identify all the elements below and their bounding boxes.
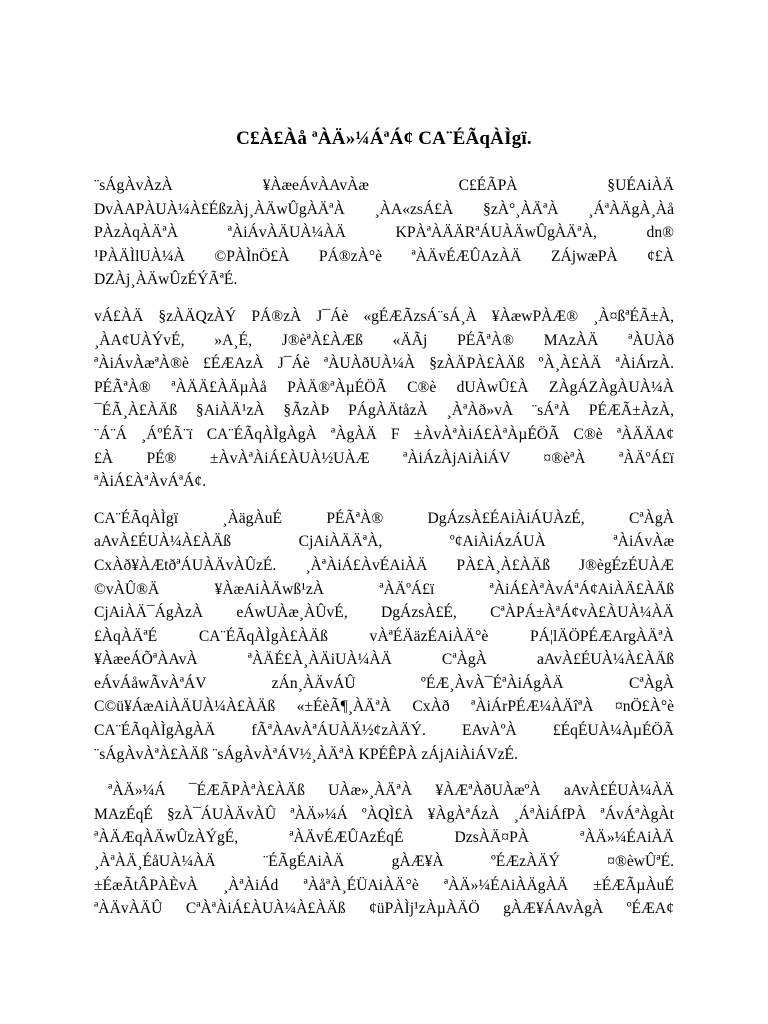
text-line: ¸ÀªÀÄ¸ÉåUÀ¼ÀÄ ¨ÉÃgÉAiÀÄ gÀÆ¥À ºÉÆzÀÄÝ ¤®èwÛªÉ. [94,853,674,871]
text-line: ªÀÄÆqÀÄwÛzÀÝgÉ, ªÀÄvÉÆÛAzÉqÉ DzsÀÄ¤PÀ ªÀÄ»¼ÉAiÀÄ [94,829,674,847]
text-line: ±ÉæÃtÂPÀÈvÀ ¸ÀªÀiÁd ªÀåªÀ¸ÉÜAiÀÄ°è ªÀÄ»¼ÉAiÀÄgÀÄ ±ÉÆÃµÀuÉ [94,876,674,894]
text-line: MAzÉqÉ §zÀ¯ÁUÀÄvÀÛ ªÀÄ»¼Á ºÀQÌ£À ¥ÀgÀªÁzÀ ¸ÁªÀiÁfPÀ ªÁvÁªÀgÀt [94,805,674,823]
text-line: ªÀiÁ£ÀªÀvÁªÁ¢. [94,473,207,491]
text-line: ¨sÁgÀvÀzÀ ¥ÀæeÁvÀAvÀæ C£ÉÃPÀ §UÉAiÀÄ [94,177,674,194]
text-line: CxÀð¥ÀÆtðªÁUÀÄvÀÛzÉ. ¸ÀªÀiÁ£ÀvÉAiÀÄ PÀ£À¸À£ÀÄß J®ègÉzÉUÀÆ [94,556,674,574]
text-line: ¨Á¨Á ¸ÁºÉÃ¨ï CA¨ÉÃqÀÌgÀgÀ ªÀgÀÄ F ±ÀvÀªÀiÁ£ÀªÀµÉÖÃ C®è ªÀÄÄA¢ [94,425,674,443]
paragraph-1 [94,174,674,292]
text-line: ¨sÁgÀvÀªÀ£ÀÄß ¨sÁgÀvÀªÁV½¸ÀÄªÀ KPÉÊPÀ zÁjAiÀiÁVzÉ. [94,745,518,763]
text-line: PÉÃªÀ® ªÀÄÄ£ÀÄµÀå PÀÄ®ªÀµÉÖÃ C®è dUÀwÛ£À ZÀgÁZÀgÀUÀ¼À [94,378,674,396]
text-line: PÀzÀqÀÄªÀ ªÀiÁvÀÄUÀ¼ÀÄ KPÀªÀÄÄRªÁUÀÄwÛgÀÄªÀ, dn® [94,224,674,242]
text-line: C©ü¥ÁæAiÀÄUÀ¼À£ÀÄß «±ÉèÃ¶¸ÀÄªÀ CxÀð ªÀiÁrPÉÆ¼ÀÄîªÀ ¤nÖ£À°è [94,698,674,716]
paragraph-2 [94,305,674,494]
text-line: aAvÀ£ÉUÀ¼À£ÀÄß CjAiÀÄÄªÀ, º¢AiÀiÁzÁUÀ ªÀiÁvÀæ [94,533,674,551]
document-title: C£À£Àå ªÀÄ»¼ÁªÁ¢ CA¨ÉÃqÀÌgï. [236,128,532,149]
text-line: DvÀAPÀUÀ¼À£ÉßzÀj¸ÀÄwÛgÀÄªÀ ¸ÀA«zsÁ£À §zÀ°¸ÀÄªÀ ¸ÁªÀÄgÀ¸Àå [94,200,674,218]
text-line: vÁ£ÀÄ §zÀÄQzÀÝ PÁ®zÀ J¯Áè «gÉÆÃzsÁ¨sÁ¸À ¥ÀæwPÀÆ® ¸À¤ßªÉÃ±À, [94,307,674,325]
text-line: ¥ÀæeÁÕªÀAvÀ ªÀÄÉ£À¸ÀÄiUÀ¼ÀÄ CªÀgÀ aAvÀ£ÉUÀ¼À£ÀÄß [94,651,674,669]
paragraph-3 [94,507,674,767]
text-line: £ÀqÀÄªÉ CA¨ÉÃqÀÌgÀ£ÀÄß vÀªÉÄäzÉAiÀÄ°è PÁ¦lÄÖPÉÆArgÀÄªÀ [94,627,674,645]
text-line: ¸ÀA¢UÀÝvÉ, »A¸É, J®èªÀ£ÀÆß «ÄÃj PÉÃªÀ® MAzÀÄ ªÀUÀð [94,331,674,349]
text-line: ©vÀÛ®Ä ¥ÀæAiÀÄwß¹zÀ ªÀÄºÁ£ï ªÀiÁ£ÀªÀvÁªÁ¢AiÀÄ£ÀÄß [94,580,674,598]
paragraph-4 [94,779,674,921]
text-line: ªÀÄ»¼Á ¯ÉÆÃPÀªÀ£ÀÄß UÀæ»¸ÀÄªÀ ¥ÀÆªÀðUÀæºÀ aAvÀ£ÉUÀ¼ÀÄ [108,782,674,800]
text-line: £À PÉ® ±ÀvÀªÀiÁ£ÀUÀ½UÀÆ ªÀiÁzÀjAiÀiÁV ¤®èªÀ ªÀÄºÁ£ï [94,449,674,467]
text-line: CA¨ÉÃqÀÌgÀgÀÄ fÃªÀAvÀªÁUÀÄ½¢zÀÄÝ. EAvÀºÀ £ÉqÉUÀ¼ÀµÉÖÃ [94,722,674,740]
text-line: CA¨ÉÃqÀÌgï ¸ÀägÀuÉ PÉÃªÀ® DgÁzsÀ£ÉAiÀiÁUÀzÉ, CªÀgÀ [94,509,674,527]
text-line: ªÀiÁvÀæªÀ®è £ÉÆAzÀ J¯Áè ªÀUÀðUÀ¼À §zÀÄPÀ£ÀÄß ºÀ¸À£ÀÄ ªÀiÁrzÀ. [94,355,674,373]
text-line: eÁvÁåwÃvÀªÁV zÁn¸ÀÄvÁÛ ºÉÆ¸ÀvÀ¯ÉªÀiÁgÀÄ CªÀgÀ [94,674,674,692]
text-line: ¯ÉÃ¸À£ÀÄß §AiÀÄ¹zÀ §ÃzÀÞ PÁgÀÄtåzÀ ¸ÀªÀð»vÀ ¨sÁªÀ PÉÆÃ±ÀzÀ, [94,402,674,420]
text-line: ªÀÄvÀÄÛ CªÀªÀiÁ£ÀUÀ¼À£ÀÄß ¢üPÀÌj¹zÀµÀÄÖ gÀÆ¥ÁAvÀgÀ ºÉÆA¢ [94,900,674,918]
text-line: DZÀj¸ÀÄwÛzÉÝÃªÉ. [94,271,238,289]
text-line: ¹PÀÄÌlUÀ¼À ©PÀÌnÖ£À PÁ®zÀ°è ªÀÄvÉÆÛAzÀÄ ZÁjwæPÀ ¢£À [94,247,674,265]
text-line: CjAiÀÄ¯ÁgÀzÀ eÁwUÀæ¸ÀÛvÉ, DgÁzsÀ£É, CªÀPÁ±ÀªÁ¢vÀ£ÀUÀ¼ÀÄ [94,604,674,622]
